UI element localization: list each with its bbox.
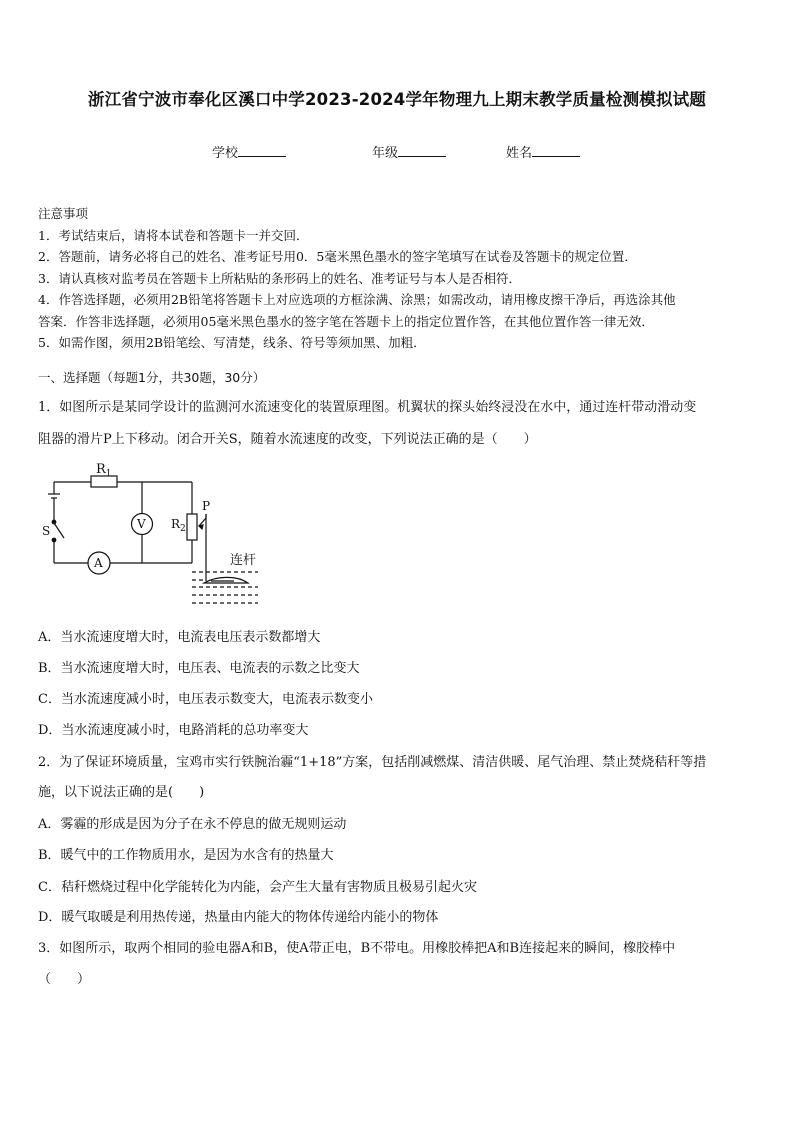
- circuit-diagram: [38, 456, 278, 616]
- name-label: 姓名: [506, 146, 533, 161]
- q3-line2: （ ）: [38, 972, 91, 987]
- grade-field: [372, 142, 446, 161]
- school-label: 学校: [212, 146, 239, 161]
- q1-option-d: D．当水流速度减小时，电路消耗的总功率变大: [38, 723, 309, 738]
- note-item: 2．答题前，请务必将自己的姓名、准考证号用0．5毫米黑色墨水的签字笔填写在试卷及答题卡的规定位置．: [38, 249, 637, 264]
- slider-p-label: P: [202, 499, 211, 513]
- name-blank: [532, 144, 580, 157]
- notes-heading: 注意事项: [38, 206, 89, 221]
- q1-line2: 阻器的滑片P上下移动。闭合开关S，随着水流速度的改变，下列说法正确的是（ ）: [38, 432, 537, 447]
- note-item: 3．请认真核对监考员在答题卡上所粘贴的条形码上的姓名、准考证号与本人是否相符．: [38, 270, 521, 286]
- r2-label: $R_2$: [171, 517, 186, 534]
- note-item: 答案．作答非选择题，必须用05毫米黑色墨水的签字笔在答题卡上的指定位置作答，在其他位置作答一律无效．: [38, 313, 654, 329]
- exam-title: 浙江省宁波市奉化区溪口中学2023-2024学年物理九上期末教学质量检测模拟试题: [87, 90, 707, 109]
- q3-line1: 3．如图所示，取两个相同的验电器A和B，使A带正电，B不带电。用橡胶棒把A和B连接起来的瞬间，橡胶棒中: [38, 941, 676, 956]
- school-field: [212, 142, 286, 161]
- grade-label: 年级: [372, 146, 399, 161]
- q2-option-a: A．雾霾的形成是因为分子在永不停息的做无规则运动: [38, 817, 347, 832]
- q1-option-a: A．当水流速度增大时，电流表电压表示数都增大: [38, 630, 321, 645]
- q1-line1: 1．如图所示是某同学设计的监测河水流速变化的装置原理图。机翼状的探头始终浸没在水中，通过连杆带动滑动变: [38, 400, 697, 415]
- q2-line2: 施，以下说法正确的是( ): [38, 785, 205, 800]
- q1-option-b: B．当水流速度增大时，电压表、电流表的示数之比变大: [38, 661, 360, 676]
- q2-line1: 2．为了保证环境质量，宝鸡市实行铁腕治霾“1+18”方案，包括削减燃煤、清洁供暖、尾气治理、禁止焚烧秸秆等措: [38, 755, 707, 770]
- note-item: 1．考试结束后，请将本试卷和答题卡一并交回．: [38, 227, 309, 243]
- rod-label: 连杆: [230, 553, 257, 568]
- voltmeter-label: V: [137, 517, 146, 531]
- r1-label: $R_1$: [96, 462, 112, 479]
- school-blank: [238, 144, 286, 157]
- note-item: 5．如需作图，须用2B铅笔绘、写清楚，线条、符号等须加黑、加粗．: [38, 335, 426, 350]
- ammeter-label: A: [94, 556, 103, 570]
- section-heading: 一、选择题（每题1分，共30题，30分）: [38, 370, 266, 385]
- q1-option-c: C．当水流速度减小时，电压表示数变大，电流表示数变小: [38, 692, 373, 707]
- q2-option-c: C．秸秆燃烧过程中化学能转化为内能，会产生大量有害物质且极易引起火灾: [38, 880, 477, 895]
- notes-block: [38, 203, 768, 354]
- grade-blank: [398, 144, 446, 157]
- q2-option-d: D．暖气取暖是利用热传递，热量由内能大的物体传递给内能小的物体: [38, 910, 439, 925]
- note-item: 4．作答选择题，必须用2B铅笔将答题卡上对应选项的方框涂满、涂黑；如需改动，请用橡皮擦干净后，再选涂其他: [38, 292, 676, 307]
- q2-option-b: B．暖气中的工作物质用水，是因为水含有的热量大: [38, 848, 334, 863]
- name-field: [506, 142, 580, 161]
- switch-s-label: S: [42, 524, 51, 538]
